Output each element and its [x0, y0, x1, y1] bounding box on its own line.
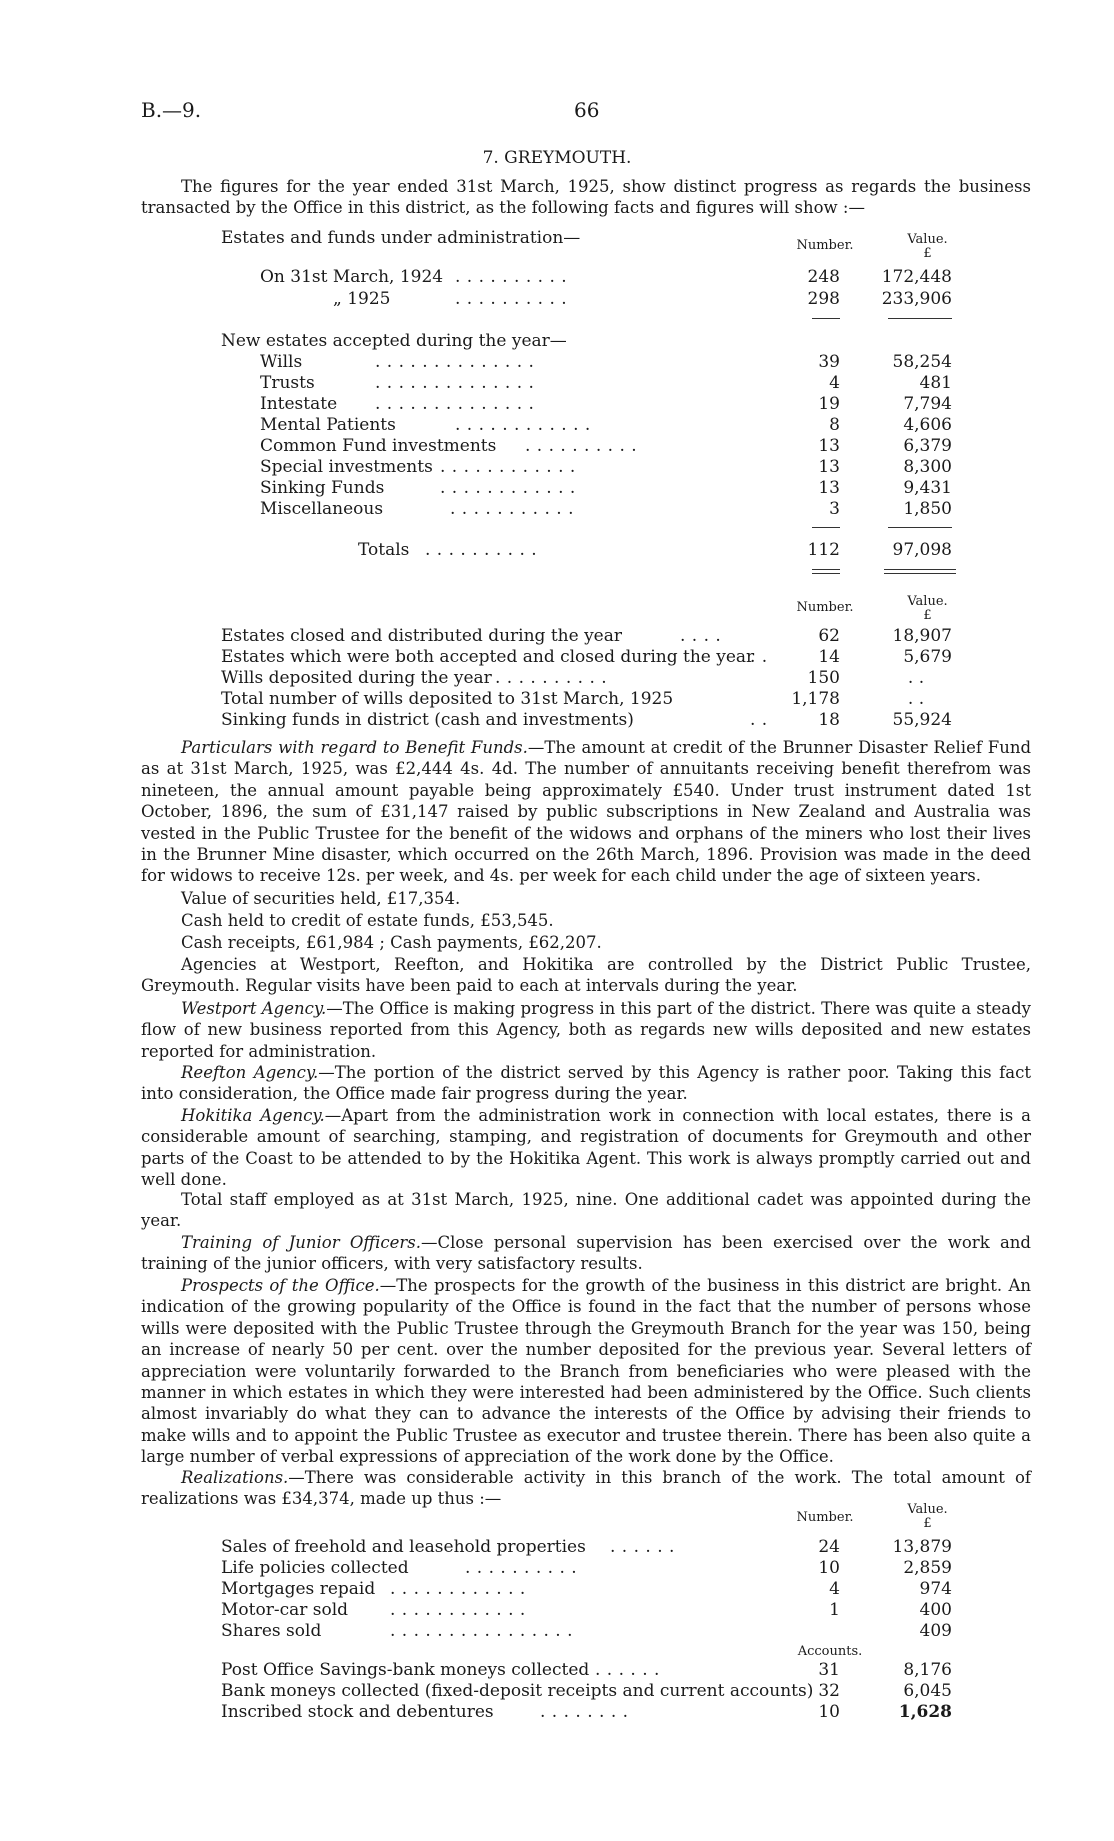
realization-label: Sales of freehold and leasehold properties	[221, 1537, 586, 1557]
col-accounts-header: Accounts.	[797, 1644, 863, 1659]
estates-row-number: 248	[807, 267, 840, 287]
totals-label: Totals	[358, 540, 410, 560]
account-number: 10	[818, 1702, 840, 1722]
closed-row-value: 5,679	[903, 647, 952, 667]
closed-row-value: . .	[907, 668, 925, 688]
column-rule	[812, 318, 840, 319]
realization-value: 974	[919, 1579, 952, 1599]
leader-dots: . . . . . . . . . .	[455, 289, 568, 309]
column-rule	[812, 527, 840, 528]
totals-number: 112	[807, 540, 840, 560]
new-estates-value: 481	[919, 373, 952, 393]
double-rule	[884, 569, 956, 574]
realization-label: Life policies collected	[221, 1558, 409, 1578]
leader-dots: . . . . . .	[610, 1537, 675, 1557]
column-rule	[888, 318, 952, 319]
closed-row-label: Sinking funds in district (cash and investments)	[221, 710, 634, 730]
realizations-title: Realizations.	[181, 1468, 289, 1487]
realization-label: Shares sold	[221, 1621, 322, 1641]
westport-text: —The Office is making progress in this part of the district. There was quite a steady flow of new business reported from this Agency, both as regards new wills deposited and new estates reported for administration.	[141, 999, 1031, 1061]
closed-row-value: . .	[907, 689, 925, 709]
leader-dots: . . . . . . . . . . . . . .	[375, 352, 535, 372]
account-value: 8,176	[903, 1660, 952, 1680]
leader-dots: . . . . . . . . . .	[425, 540, 538, 560]
reefton-paragraph	[141, 1062, 1031, 1105]
leader-dots: . . . . . . . . . .	[465, 1558, 578, 1578]
prospects-text: —The prospects for the growth of the business in this district are bright. An indication of the growing popularity of the Office is found in the fact that the number of persons whose wills were deposited with the Public Trustee through the Greymouth Branch for the year was 150, being an increase of nearly 50 per cent. over the number deposited for the previous year. Several letters of appreciation were voluntarily forwarded to the Branch from beneficiaries who were pleased with the manner in which estates in which they were interested had been administered by the Office. Such clients almost invariably do what they can to advance the interests of the Office by advising their friends to make wills and to appoint the Public Trustee as executor and trustee therein. There has been also quite a large number of verbal expressions of appreciation of the work done by the Office.	[141, 1276, 1031, 1467]
intro-paragraph: The figures for the year ended 31st March, 1925, show distinct progress as regards the business transacted by the Office in this district, as the following facts and figures will show :—	[141, 177, 1031, 218]
training-title: Training of Junior Officers.	[181, 1233, 421, 1252]
leader-dots: . . . . . . . . . . . .	[440, 457, 576, 477]
leader-dots: . . . . . . . . . . . . . . . .	[390, 1621, 574, 1641]
closed-row-label: Estates which were both accepted and closed during the year	[221, 647, 755, 667]
leader-dots: . . . .	[680, 626, 722, 646]
securities-line: Value of securities held, £17,354.	[181, 889, 461, 908]
realization-number: 4	[829, 1579, 840, 1599]
leader-dots: . . . . . . . . . . . .	[390, 1579, 526, 1599]
new-estates-number: 4	[829, 373, 840, 393]
closed-row-number: 62	[818, 626, 840, 646]
new-estates-value: 1,850	[903, 499, 952, 519]
hokitika-paragraph	[141, 1105, 1031, 1191]
account-number: 32	[818, 1681, 840, 1701]
hokitika-title: Hokitika Agency.	[181, 1106, 325, 1125]
reefton-title: Reefton Agency.	[181, 1063, 319, 1082]
closed-row-value: 18,907	[892, 626, 952, 646]
prospects-paragraph	[141, 1275, 1031, 1468]
leader-dots: . . . . . . . . . . . . . .	[375, 394, 535, 414]
col-unit-header: £	[923, 1516, 932, 1531]
new-estates-label: Intestate	[260, 394, 338, 414]
section-title: 7. GREYMOUTH.	[482, 148, 632, 168]
new-estates-number: 13	[818, 457, 840, 477]
account-value: 1,628	[898, 1702, 952, 1722]
new-estates-number: 13	[818, 478, 840, 498]
col-unit-header: £	[923, 608, 932, 623]
leader-dots: . . . . . .	[595, 1660, 660, 1680]
new-estates-label: Sinking Funds	[260, 478, 385, 498]
column-rule	[888, 527, 952, 528]
new-estates-value: 8,300	[903, 457, 952, 477]
double-rule	[812, 569, 840, 574]
estates-row-value: 172,448	[881, 267, 952, 287]
account-label: Bank moneys collected (fixed-deposit receipts and current accounts)	[221, 1681, 814, 1701]
closed-row-label: Wills deposited during the year	[221, 668, 492, 688]
new-estates-value: 7,794	[903, 394, 952, 414]
closed-row-number: 150	[807, 668, 840, 688]
new-estates-label: Common Fund investments	[260, 436, 497, 456]
closed-row-number: 1,178	[791, 689, 840, 709]
closed-row-label: Estates closed and distributed during the year	[221, 626, 623, 646]
account-number: 31	[818, 1660, 840, 1680]
closed-row-number: 14	[818, 647, 840, 667]
prospects-title: Prospects of the Office.	[181, 1276, 380, 1295]
realization-value: 13,879	[892, 1537, 952, 1557]
training-text: —Close personal supervision has been exercised over the work and training of the junior officers, with very satisfactory results.	[141, 1233, 1031, 1274]
new-estates-value: 6,379	[903, 436, 952, 456]
new-estates-value: 58,254	[892, 352, 952, 372]
closed-row-number: 18	[818, 710, 840, 730]
benefit-funds-paragraph	[141, 737, 1031, 887]
leader-dots: . .	[750, 710, 768, 730]
new-estates-number: 3	[829, 499, 840, 519]
staff-paragraph: Total staff employed as at 31st March, 1925, nine. One additional cadet was appointed during the year.	[141, 1190, 1031, 1231]
estates-row-number: 298	[807, 289, 840, 309]
benefit-funds-text: —The amount at credit of the Brunner Disaster Relief Fund as at 31st March, 1925, was £2,444 4s. 4d. The number of annuitants receiving benefit therefrom was nineteen, the annual amount payable being approximately £540. Under trust instrument dated 1st October, 1896, the sum of £31,147 raised by public subscriptions in New Zealand and Australia was vested in the Public Trustee for the benefit of the widows and orphans of the miners who lost their lives in the Brunner Mine disaster, which occurred on the 26th March, 1896. Provision was made in the deed for widows to receive 12s. per week, and 4s. per week for each child under the age of sixteen years.	[141, 738, 1032, 886]
new-estates-label: Trusts	[260, 373, 315, 393]
agencies-paragraph: Agencies at Westport, Reefton, and Hokitika are controlled by the District Public Trustee, Greymouth. Regular visits have been paid to each at intervals during the year.	[141, 955, 1031, 996]
new-estates-label: Special investments	[260, 457, 433, 477]
realization-value: 2,859	[903, 1558, 952, 1578]
leader-dots: . . . . . . . . . . . .	[390, 1600, 526, 1620]
hokitika-text: —Apart from the administration work in connection with local estates, there is a considerable amount of searching, stamping, and registration of documents for Greymouth and other parts of the Coast to be attended to by the Hokitika Agent. This work is always promptly carried out and well done.	[141, 1106, 1032, 1190]
realization-label: Mortgages repaid	[221, 1579, 376, 1599]
cash-receipts-line: Cash receipts, £61,984 ; Cash payments, £62,207.	[181, 933, 602, 952]
closed-row-label: Total number of wills deposited to 31st March, 1925	[221, 689, 674, 709]
leader-dots: . . . . . . . . . . . . . .	[375, 373, 535, 393]
training-paragraph	[141, 1232, 1031, 1275]
cash-held-line: Cash held to credit of estate funds, £53,545.	[181, 911, 554, 930]
leader-dots: . . . . . . . . . .	[525, 436, 638, 456]
realization-number: 24	[818, 1537, 840, 1557]
leader-dots: . . . . . . . . . . . .	[455, 415, 591, 435]
new-estates-heading: New estates accepted during the year—	[221, 331, 567, 351]
new-estates-number: 39	[818, 352, 840, 372]
leader-dots: . . . . . . . . . .	[495, 668, 608, 688]
estates-funds-heading: Estates and funds under administration—	[221, 228, 581, 248]
col-number-header: Number.	[796, 600, 854, 615]
col-value-header: Value.	[907, 594, 948, 609]
col-number-header: Number.	[796, 1510, 854, 1525]
realization-number: 1	[829, 1600, 840, 1620]
realization-label: Motor-car sold	[221, 1600, 349, 1620]
realization-number: 10	[818, 1558, 840, 1578]
new-estates-value: 4,606	[903, 415, 952, 435]
leader-dots: . .	[750, 647, 768, 667]
report-code: B.—9.	[141, 98, 202, 122]
new-estates-value: 9,431	[903, 478, 952, 498]
new-estates-label: Miscellaneous	[260, 499, 384, 519]
account-label: Post Office Savings-bank moneys collected	[221, 1660, 590, 1680]
account-value: 6,045	[903, 1681, 952, 1701]
leader-dots: . . . . . . . . . . .	[450, 499, 574, 519]
new-estates-number: 8	[829, 415, 840, 435]
realizations-text: —There was considerable activity in this branch of the work. The total amount of realizations was £34,374, made up thus :—	[141, 1468, 1031, 1509]
new-estates-number: 13	[818, 436, 840, 456]
realization-value: 400	[919, 1600, 952, 1620]
westport-title: Westport Agency.	[181, 999, 327, 1018]
reefton-text: —The portion of the district served by this Agency is rather poor. Taking this fact into consideration, the Office made fair progress during the year.	[141, 1063, 1031, 1104]
new-estates-label: Mental Patients	[260, 415, 396, 435]
account-label: Inscribed stock and debentures	[221, 1702, 494, 1722]
new-estates-number: 19	[818, 394, 840, 414]
closed-row-value: 55,924	[892, 710, 952, 730]
westport-paragraph	[141, 998, 1031, 1062]
totals-value: 97,098	[892, 540, 952, 560]
leader-dots: . . . . . . . . . . . .	[440, 478, 576, 498]
col-unit-header: £	[923, 246, 932, 261]
col-value-header: Value.	[907, 1502, 948, 1517]
estates-row-value: 233,906	[881, 289, 952, 309]
col-number-header: Number.	[796, 238, 854, 253]
col-value-header: Value.	[907, 232, 948, 247]
page-number: 66	[574, 98, 600, 122]
leader-dots: . . . . . . . . . .	[455, 267, 568, 287]
leader-dots: . . . . . . . .	[540, 1702, 629, 1722]
realization-value: 409	[919, 1621, 952, 1641]
estates-row-label: On 31st March, 1924	[260, 267, 444, 287]
estates-row-label: „ 1925	[333, 289, 391, 309]
new-estates-label: Wills	[260, 352, 303, 372]
benefit-funds-title: Particulars with regard to Benefit Funds.	[181, 738, 528, 757]
